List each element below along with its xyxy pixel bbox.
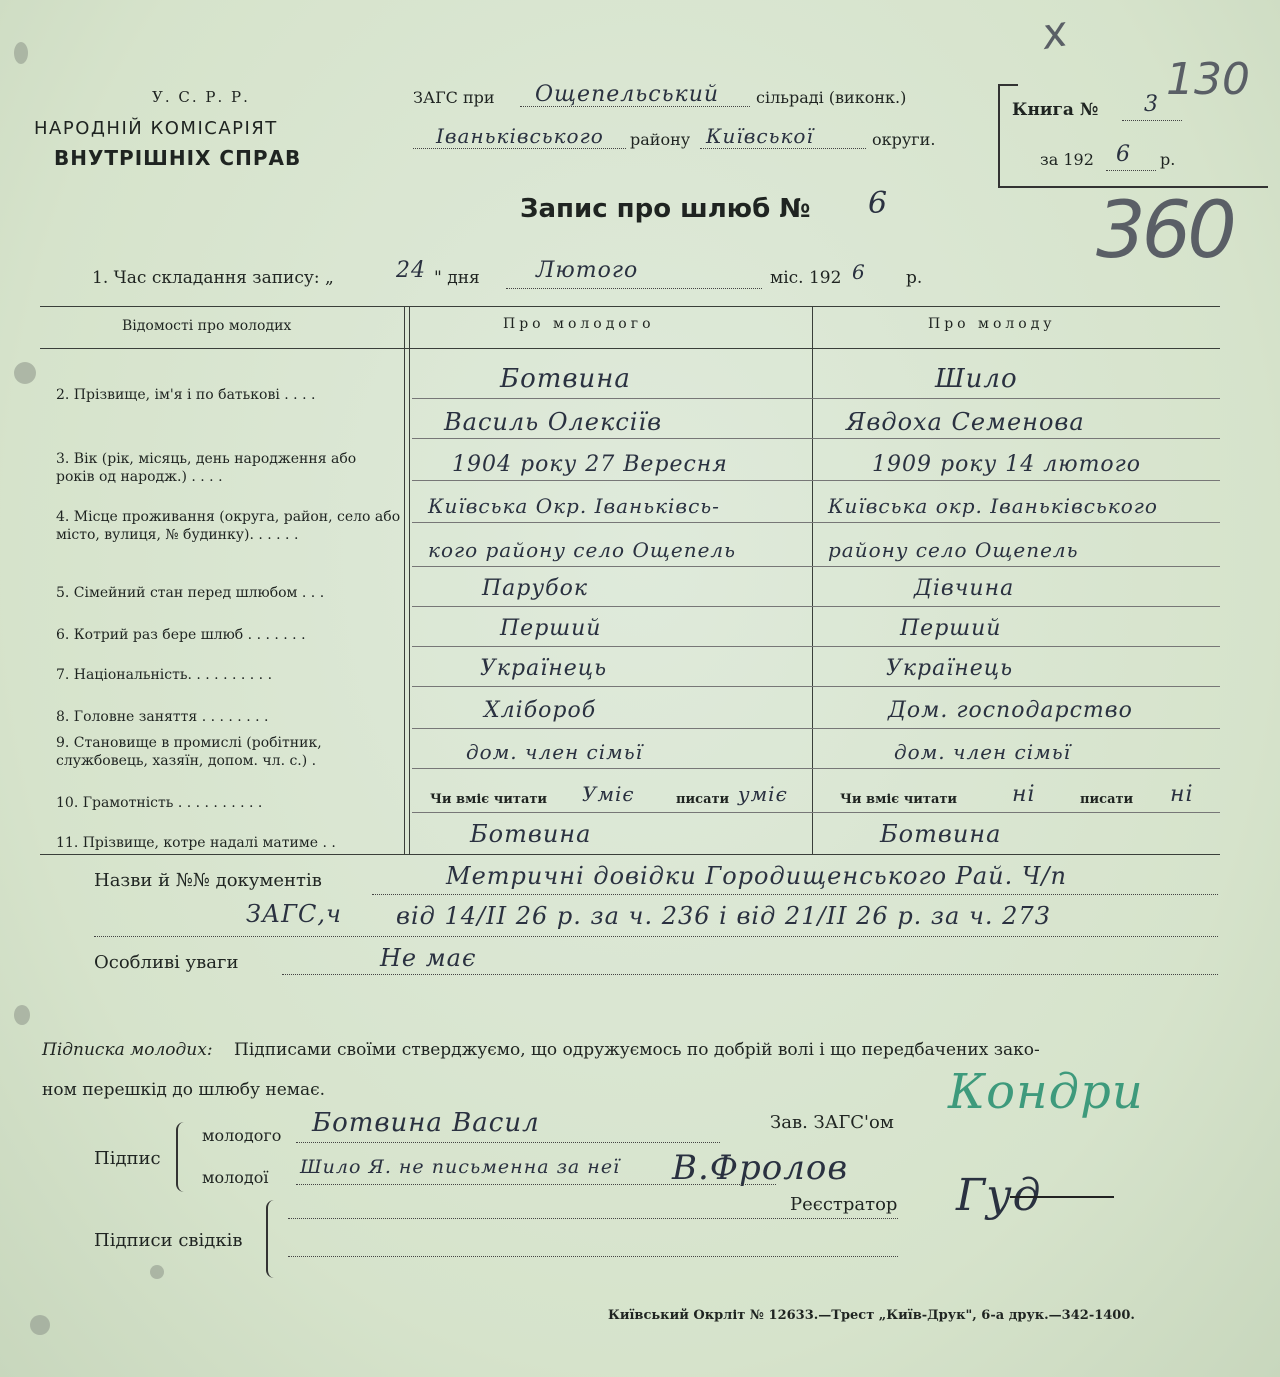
registrar-signature: Гуд [956, 1170, 1042, 1221]
groom-signature-line [296, 1142, 720, 1143]
bride-signature-label: молодої [202, 1168, 269, 1187]
declaration-text-line2: ном перешкід до шлюбу немає. [42, 1080, 326, 1100]
row-rule [412, 438, 1220, 439]
bride-birth: 1909 року 14 лютого [872, 452, 1142, 477]
row-label-name: 2. Прізвище, ім'я і по батькові . . . . [56, 387, 316, 403]
village-underline [520, 106, 750, 107]
binding-hole [30, 1315, 50, 1335]
witness-line [288, 1256, 898, 1257]
groom-future-surname: Ботвина [470, 820, 592, 848]
row-rule [412, 646, 1220, 647]
row-rule [412, 686, 1220, 687]
record-number: 6 [868, 186, 889, 221]
groom-signature: Ботвина Васил [312, 1108, 540, 1138]
district-underline [413, 148, 626, 149]
row-rule [412, 812, 1220, 813]
table-col-divider [404, 306, 405, 854]
date-month-suffix: міс. 192 [770, 268, 842, 288]
groom-signature-label: молодого [202, 1126, 282, 1145]
council-suffix: сільраді (виконк.) [756, 88, 907, 107]
remarks-underline [282, 974, 1218, 975]
date-month-underline [506, 288, 762, 289]
groom-surname: Ботвина [500, 364, 631, 394]
date-day: 24 [396, 258, 426, 283]
bride-write-label: писати [1080, 792, 1134, 807]
groom-occupation: Хлібороб [484, 698, 597, 723]
row-label-position: 9. Становище в промислі (робітник, службовець, хазяїн, допом. чл. с.) . [56, 735, 322, 769]
table-header-border [40, 348, 1220, 349]
row-label-literacy: 10. Грамотність . . . . . . . . . . [56, 795, 263, 811]
groom-write-value: уміє [738, 782, 788, 806]
pencil-mark-130: 130 [1166, 54, 1250, 105]
header-info: Відомості про молодих [122, 318, 292, 334]
groom-read-label: Чи вміє читати [430, 792, 548, 807]
groom-marriage-count: Перший [500, 616, 602, 641]
binding-hole [14, 42, 28, 64]
witnesses-brace [266, 1200, 278, 1278]
bride-residence-line2: району село Ощепель [828, 538, 1079, 562]
bride-marriage-count: Перший [900, 616, 1002, 641]
year-underline [1106, 170, 1156, 171]
registrar-label: Реєстратор [790, 1194, 898, 1215]
groom-residence-line2: кого району село Ощепель [428, 538, 737, 562]
witness-line [288, 1218, 898, 1219]
witnesses-label: Підписи свідків [94, 1230, 243, 1251]
zags-head-signature: Кондри [948, 1064, 1144, 1120]
record-title: Запис про шлюб № [520, 194, 811, 224]
table-bottom-border [40, 854, 1220, 855]
bride-future-surname: Ботвина [880, 820, 1002, 848]
row-rule [412, 606, 1220, 607]
row-rule [412, 480, 1220, 481]
remarks-value: Не має [380, 944, 477, 972]
groom-birth: 1904 року 27 Вересня [452, 452, 728, 477]
date-day-suffix: " дня [434, 268, 480, 288]
table-top-border [40, 306, 1220, 307]
bride-residence-line1: Київська окр. Іваньківського [828, 494, 1158, 518]
okrug-underline [700, 148, 866, 149]
commissariat-heading: НАРОДНІЙ КОМІСАРІЯТ [34, 118, 278, 139]
row-label-occupation: 8. Головне заняття . . . . . . . . [56, 709, 269, 725]
groom-name: Василь Олексіїв [444, 408, 663, 436]
table-col-divider [812, 306, 813, 854]
documents-line2-prefix: ЗАГС,ч [246, 900, 342, 928]
village-name: Ощепельський [535, 82, 720, 107]
year-suffix: р. [1160, 150, 1176, 169]
groom-marital: Парубок [482, 576, 588, 601]
bride-signature-proxy: В.Фролов [672, 1148, 849, 1188]
okrug-suffix: округи. [872, 130, 936, 149]
bride-write-value: ні [1170, 782, 1194, 807]
signature-brace [176, 1122, 188, 1192]
table-col-divider [409, 306, 410, 854]
book-label: Книга № [1012, 100, 1099, 120]
bride-marital: Дівчина [914, 576, 1015, 601]
binding-hole [150, 1265, 164, 1279]
usrr-heading: У. С. Р. Р. [152, 88, 250, 106]
row-label-future-surname: 11. Прізвище, котре надалі матиме . . [56, 835, 336, 851]
zags-prefix: ЗАГС при [413, 88, 495, 107]
bride-nationality: Українець [886, 656, 1014, 681]
okrug-name: Київської [706, 124, 814, 148]
bride-signature-line [296, 1184, 776, 1185]
bride-position: дом. член сімьї [894, 740, 1072, 764]
documents-line1: Метричні довідки Городищенського Рай. Ч/п [446, 862, 1067, 890]
district-name: Іваньківського [436, 124, 604, 148]
row-rule [412, 522, 1220, 523]
book-box-border [998, 84, 1018, 86]
pencil-mark-360: 360 [1096, 186, 1233, 276]
documents-label: Назви й №№ документів [94, 870, 322, 891]
date-month: Лютого [536, 258, 639, 283]
registrar-signature-stroke [1010, 1196, 1114, 1198]
binding-hole [14, 362, 36, 384]
groom-position: дом. член сімьї [466, 740, 644, 764]
book-box-border [998, 84, 1000, 186]
commissariat-subheading: ВНУТРІШНІХ СПРАВ [54, 146, 302, 170]
pencil-mark-x: х [1037, 6, 1071, 59]
date-year-suffix: р. [906, 268, 923, 288]
row-rule [412, 566, 1220, 567]
row-label-residence: 4. Місце проживання (округа, район, село або місто, вулиця, № будинку). . . . . . [56, 509, 401, 543]
bride-surname: Шило [935, 364, 1018, 394]
header-groom: Про молодого [503, 316, 655, 332]
groom-residence-line1: Київська Окр. Іваньківсь- [428, 494, 720, 518]
bride-read-label: Чи вміє читати [840, 792, 958, 807]
row-label-nationality: 7. Національність. . . . . . . . . . [56, 667, 273, 683]
declaration-text-line1: Підписами своїми стверджуємо, що одружуємось по добрій волі і що передбачених зако- [234, 1040, 1040, 1060]
district-suffix: району [630, 130, 691, 149]
bride-occupation: Дом. господарство [888, 698, 1133, 723]
groom-write-label: писати [676, 792, 730, 807]
row-label-marital: 5. Сімейний стан перед шлюбом . . . [56, 585, 325, 601]
year-digit: 6 [1116, 142, 1131, 167]
row-rule [412, 768, 1220, 769]
row-rule [412, 398, 1220, 399]
binding-hole [14, 1005, 30, 1025]
book-number-underline [1122, 120, 1182, 121]
groom-read-value: Уміє [582, 782, 635, 806]
documents-underline [372, 894, 1218, 895]
signature-label: Підпис [94, 1148, 161, 1169]
date-label: 1. Час складання запису: „ [92, 268, 334, 288]
year-label: за 192 [1040, 150, 1094, 169]
row-label-marriage-count: 6. Котрий раз бере шлюб . . . . . . . [56, 627, 306, 643]
zags-head-label: Зав. ЗАГС'ом [770, 1112, 894, 1133]
printer-imprint: Київський Окрліт № 12633.—Трест „Київ-Друк", 6-а друк.—342-1400. [608, 1308, 1135, 1323]
groom-nationality: Українець [480, 656, 608, 681]
header-bride: Про молоду [928, 316, 1056, 332]
date-year-digit: 6 [852, 260, 866, 284]
bride-name: Явдоха Семенова [846, 408, 1085, 436]
documents-underline [94, 936, 1218, 937]
documents-line2: від 14/ІІ 26 р. за ч. 236 і від 21/ІІ 26 р. за ч. 273 [396, 902, 1051, 930]
bride-signature: Шило Я. не письменна за неї [300, 1156, 621, 1178]
row-label-age: 3. Вік (рік, місяць, день народження або років од народж.) . . . . [56, 451, 357, 485]
declaration-label: Підписка молодих: [42, 1040, 213, 1060]
remarks-label: Особливі уваги [94, 952, 239, 973]
book-number: 3 [1144, 92, 1159, 117]
bride-read-value: ні [1012, 782, 1036, 807]
row-rule [412, 728, 1220, 729]
